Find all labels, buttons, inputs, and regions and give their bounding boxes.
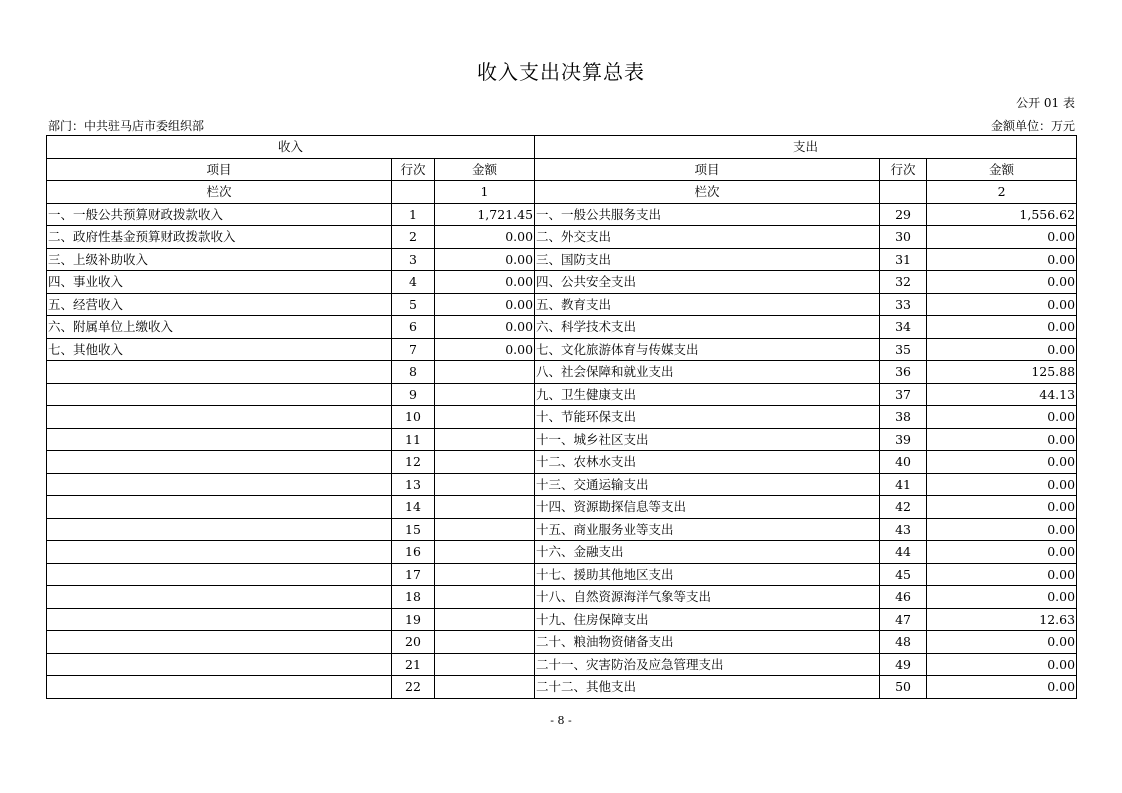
income-item-cell: 五、经营收入	[47, 293, 392, 316]
expense-row-no-cell: 50	[880, 676, 927, 699]
income-column-label: 栏次	[47, 181, 392, 204]
income-row-no-cell: 17	[392, 563, 435, 586]
expense-amount-cell: 125.88	[927, 361, 1077, 384]
expense-row-no-cell: 41	[880, 473, 927, 496]
income-row-no-cell: 18	[392, 586, 435, 609]
income-row-no-cell: 8	[392, 361, 435, 384]
expense-item-cell: 十八、自然资源海洋气象等支出	[535, 586, 880, 609]
table-row	[47, 631, 1077, 654]
expense-row-no-header: 行次	[880, 158, 927, 181]
income-item-cell	[47, 496, 392, 519]
expense-row-no-cell: 35	[880, 338, 927, 361]
income-row-no-cell: 15	[392, 518, 435, 541]
expense-amount-cell: 0.00	[927, 428, 1077, 451]
table-row	[47, 608, 1077, 631]
form-number: 公开 01 表	[1016, 96, 1075, 110]
income-item-cell: 四、事业收入	[47, 271, 392, 294]
income-amount-cell	[435, 428, 535, 451]
income-row-no-cell: 1	[392, 203, 435, 226]
expense-item-header: 项目	[535, 158, 880, 181]
income-amount-cell	[435, 541, 535, 564]
income-row-no-cell: 10	[392, 406, 435, 429]
income-row-no-cell: 21	[392, 653, 435, 676]
amount-unit-label: 金额单位：万元	[990, 119, 1075, 133]
expense-row-no-cell: 46	[880, 586, 927, 609]
income-row-no-cell: 12	[392, 451, 435, 474]
income-item-cell	[47, 428, 392, 451]
expense-amount-cell: 0.00	[927, 451, 1077, 474]
expense-amount-cell: 1,556.62	[927, 203, 1077, 226]
income-item-cell	[47, 473, 392, 496]
table-row	[47, 496, 1077, 519]
expense-amount-cell: 0.00	[927, 338, 1077, 361]
income-row-no-cell: 13	[392, 473, 435, 496]
table-row	[47, 451, 1077, 474]
income-amount-cell: 0.00	[435, 271, 535, 294]
table-row	[47, 518, 1077, 541]
income-item-header: 项目	[47, 158, 392, 181]
income-item-cell: 二、政府性基金预算财政拨款收入	[47, 226, 392, 249]
expense-row-no-cell: 36	[880, 361, 927, 384]
income-amount-cell	[435, 608, 535, 631]
income-amount-cell	[435, 451, 535, 474]
table-row	[47, 473, 1077, 496]
expense-row-no-cell: 42	[880, 496, 927, 519]
income-row-no-cell: 5	[392, 293, 435, 316]
table-row	[47, 653, 1077, 676]
income-column-label-blank	[392, 181, 435, 204]
table-header-section-row	[47, 136, 1077, 159]
expense-item-cell: 一、一般公共服务支出	[535, 203, 880, 226]
income-item-cell	[47, 586, 392, 609]
expense-item-cell: 二、外交支出	[535, 226, 880, 249]
income-row-no-cell: 14	[392, 496, 435, 519]
expense-row-no-cell: 45	[880, 563, 927, 586]
expense-amount-cell: 12.63	[927, 608, 1077, 631]
department-label: 部门：中共驻马店市委组织部	[48, 119, 205, 133]
income-amount-cell: 1,721.45	[435, 203, 535, 226]
table-row	[47, 338, 1077, 361]
income-row-no-header: 行次	[392, 158, 435, 181]
income-item-cell: 七、其他收入	[47, 338, 392, 361]
income-row-no-cell: 2	[392, 226, 435, 249]
income-row-no-cell: 9	[392, 383, 435, 406]
income-row-no-cell: 7	[392, 338, 435, 361]
expense-row-no-cell: 29	[880, 203, 927, 226]
income-item-cell	[47, 608, 392, 631]
income-item-cell: 三、上级补助收入	[47, 248, 392, 271]
income-item-cell	[47, 676, 392, 699]
expense-item-cell: 十六、金融支出	[535, 541, 880, 564]
expense-item-cell: 五、教育支出	[535, 293, 880, 316]
expense-item-cell: 十五、商业服务业等支出	[535, 518, 880, 541]
table-body	[47, 203, 1077, 698]
income-item-cell	[47, 406, 392, 429]
expense-item-cell: 九、卫生健康支出	[535, 383, 880, 406]
table-row	[47, 316, 1077, 339]
expense-amount-cell: 0.00	[927, 653, 1077, 676]
table-row	[47, 383, 1077, 406]
expense-amount-cell: 0.00	[927, 496, 1077, 519]
expense-row-no-cell: 30	[880, 226, 927, 249]
table-row	[47, 563, 1077, 586]
income-amount-cell	[435, 406, 535, 429]
income-item-cell	[47, 518, 392, 541]
expense-item-cell: 八、社会保障和就业支出	[535, 361, 880, 384]
table-row	[47, 586, 1077, 609]
expense-row-no-cell: 40	[880, 451, 927, 474]
expense-item-cell: 二十、粮油物资储备支出	[535, 631, 880, 654]
expense-item-cell: 四、公共安全支出	[535, 271, 880, 294]
expense-item-cell: 十三、交通运输支出	[535, 473, 880, 496]
expense-row-no-cell: 43	[880, 518, 927, 541]
expense-item-cell: 二十二、其他支出	[535, 676, 880, 699]
income-column-number: 1	[435, 181, 535, 204]
table-row	[47, 361, 1077, 384]
income-amount-cell: 0.00	[435, 293, 535, 316]
expense-row-no-cell: 47	[880, 608, 927, 631]
expense-item-cell: 十、节能环保支出	[535, 406, 880, 429]
expense-amount-cell: 0.00	[927, 271, 1077, 294]
expense-amount-cell: 0.00	[927, 316, 1077, 339]
expense-row-no-cell: 32	[880, 271, 927, 294]
expense-row-no-cell: 37	[880, 383, 927, 406]
table-row	[47, 248, 1077, 271]
expense-amount-cell: 0.00	[927, 248, 1077, 271]
expense-row-no-cell: 48	[880, 631, 927, 654]
expense-row-no-cell: 38	[880, 406, 927, 429]
table-row	[47, 541, 1077, 564]
table-row	[47, 406, 1077, 429]
expense-amount-cell: 0.00	[927, 541, 1077, 564]
income-item-cell: 六、附属单位上缴收入	[47, 316, 392, 339]
income-amount-cell: 0.00	[435, 248, 535, 271]
expense-row-no-cell: 39	[880, 428, 927, 451]
income-amount-cell	[435, 518, 535, 541]
expense-item-cell: 十九、住房保障支出	[535, 608, 880, 631]
income-amount-cell	[435, 563, 535, 586]
expense-row-no-cell: 31	[880, 248, 927, 271]
income-amount-cell	[435, 631, 535, 654]
income-item-cell	[47, 631, 392, 654]
income-item-cell	[47, 653, 392, 676]
table-row	[47, 203, 1077, 226]
page-number: - 8 -	[550, 714, 572, 727]
expense-row-no-cell: 33	[880, 293, 927, 316]
expense-item-cell: 三、国防支出	[535, 248, 880, 271]
income-row-no-cell: 16	[392, 541, 435, 564]
table-row	[47, 226, 1077, 249]
income-amount-cell: 0.00	[435, 338, 535, 361]
table-row	[47, 676, 1077, 699]
expense-item-cell: 十一、城乡社区支出	[535, 428, 880, 451]
income-amount-cell	[435, 383, 535, 406]
expense-row-no-cell: 44	[880, 541, 927, 564]
income-row-no-cell: 6	[392, 316, 435, 339]
income-amount-cell	[435, 473, 535, 496]
expense-section-header: 支出	[535, 136, 1077, 159]
income-amount-cell	[435, 496, 535, 519]
expense-row-no-cell: 49	[880, 653, 927, 676]
table-row	[47, 293, 1077, 316]
income-item-cell	[47, 383, 392, 406]
income-item-cell	[47, 563, 392, 586]
expense-amount-cell: 0.00	[927, 226, 1077, 249]
table-row	[47, 428, 1077, 451]
expense-amount-cell: 0.00	[927, 473, 1077, 496]
expense-row-no-cell: 34	[880, 316, 927, 339]
income-amount-cell: 0.00	[435, 316, 535, 339]
page-title: 收入支出决算总表	[477, 60, 645, 84]
expense-column-number: 2	[927, 181, 1077, 204]
income-section-header: 收入	[47, 136, 535, 159]
expense-item-cell: 六、科学技术支出	[535, 316, 880, 339]
expense-item-cell: 十七、援助其他地区支出	[535, 563, 880, 586]
expense-item-cell: 十二、农林水支出	[535, 451, 880, 474]
income-row-no-cell: 19	[392, 608, 435, 631]
expense-column-label-blank	[880, 181, 927, 204]
expense-amount-cell: 0.00	[927, 631, 1077, 654]
expense-item-cell: 二十一、灾害防治及应急管理支出	[535, 653, 880, 676]
income-amount-header: 金额	[435, 158, 535, 181]
expense-amount-cell: 0.00	[927, 406, 1077, 429]
income-amount-cell: 0.00	[435, 226, 535, 249]
expense-amount-cell: 0.00	[927, 563, 1077, 586]
income-amount-cell	[435, 586, 535, 609]
income-row-no-cell: 22	[392, 676, 435, 699]
expense-amount-cell: 0.00	[927, 293, 1077, 316]
income-row-no-cell: 11	[392, 428, 435, 451]
income-amount-cell	[435, 653, 535, 676]
table-header-column-row	[47, 158, 1077, 181]
income-row-no-cell: 20	[392, 631, 435, 654]
expense-item-cell: 七、文化旅游体育与传媒支出	[535, 338, 880, 361]
income-item-cell	[47, 361, 392, 384]
expense-item-cell: 十四、资源勘探信息等支出	[535, 496, 880, 519]
expense-amount-header: 金额	[927, 158, 1077, 181]
income-item-cell	[47, 541, 392, 564]
income-amount-cell	[435, 361, 535, 384]
income-amount-cell	[435, 676, 535, 699]
expense-amount-cell: 0.00	[927, 586, 1077, 609]
income-row-no-cell: 3	[392, 248, 435, 271]
expense-amount-cell: 0.00	[927, 676, 1077, 699]
income-row-no-cell: 4	[392, 271, 435, 294]
expense-amount-cell: 44.13	[927, 383, 1077, 406]
expense-amount-cell: 0.00	[927, 518, 1077, 541]
income-item-cell: 一、一般公共预算财政拨款收入	[47, 203, 392, 226]
table-row	[47, 271, 1077, 294]
expense-column-label: 栏次	[535, 181, 880, 204]
income-item-cell	[47, 451, 392, 474]
table-column-label-row	[47, 181, 1077, 204]
income-expense-table	[46, 135, 1077, 699]
